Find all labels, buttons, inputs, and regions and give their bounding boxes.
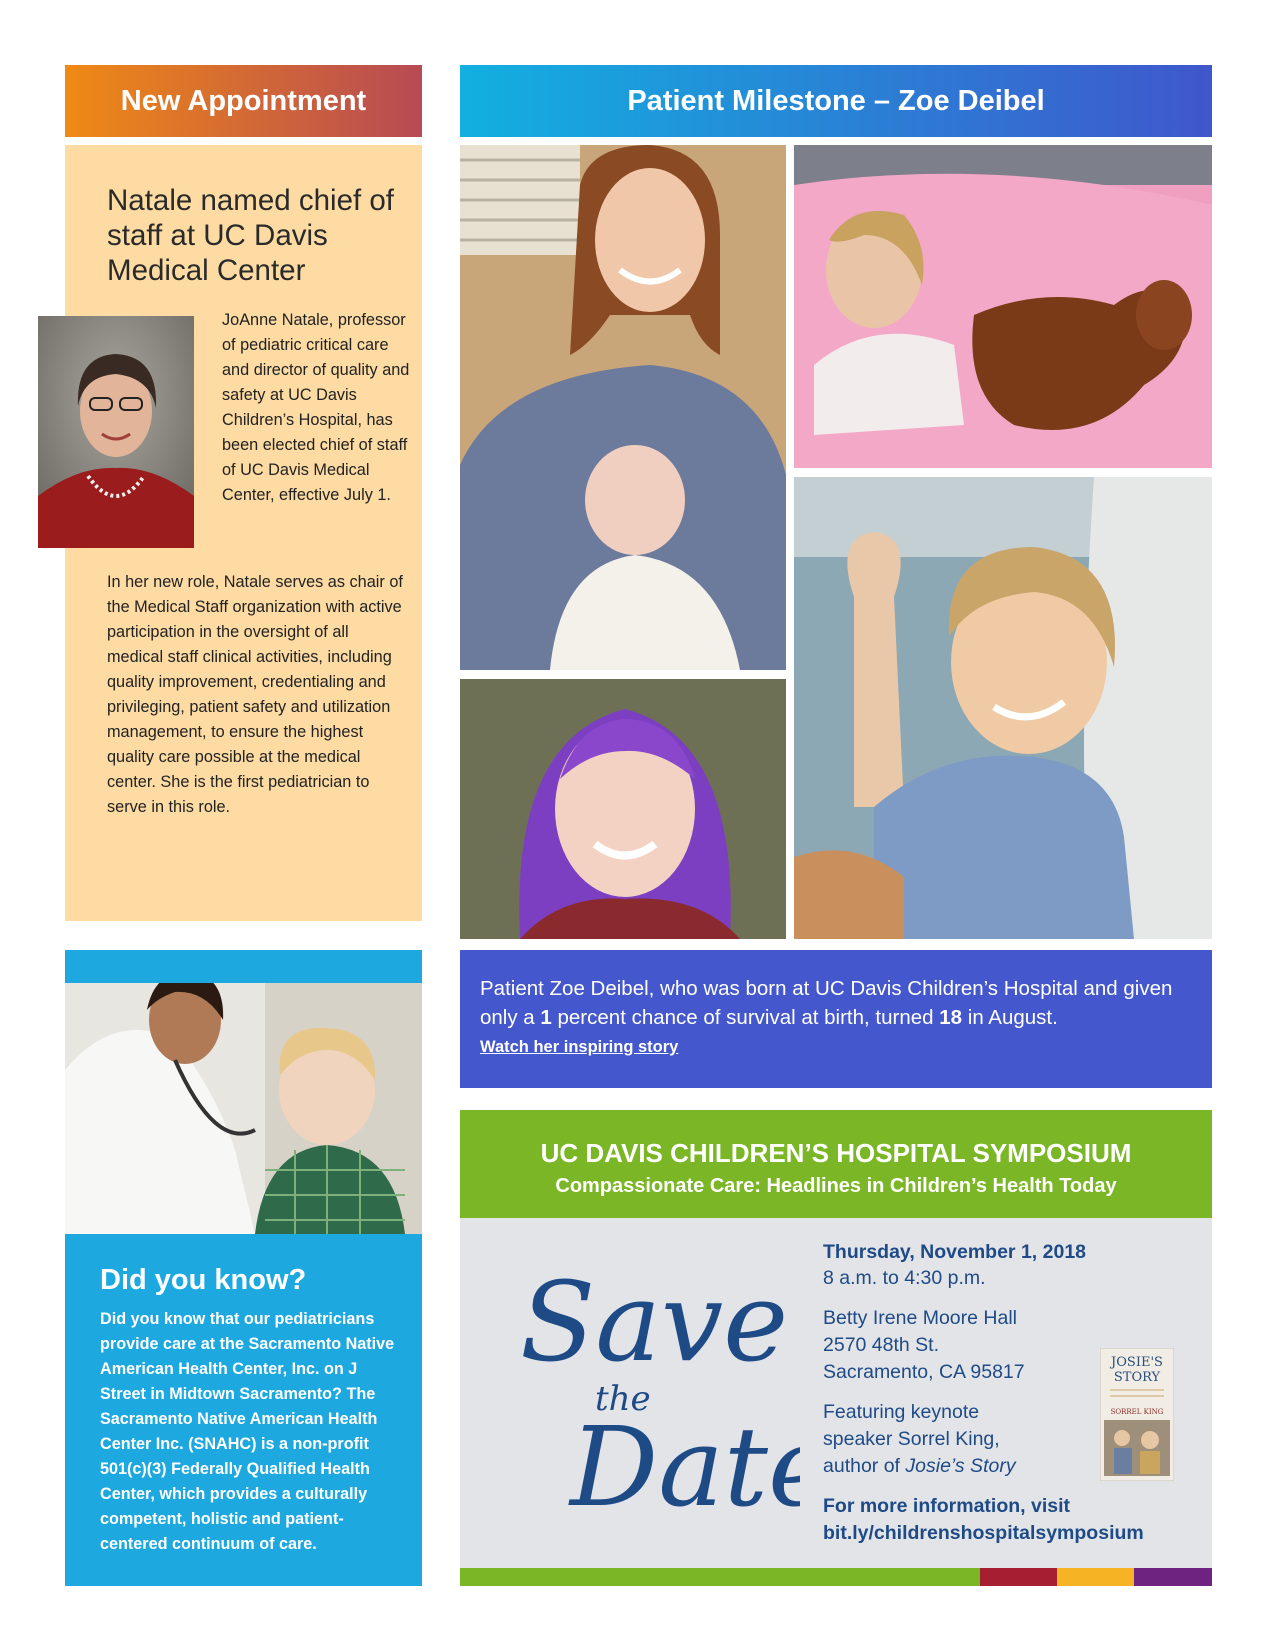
patient-milestone-header — [460, 65, 1212, 137]
book-cover-author: SORREL KING — [1110, 1408, 1164, 1416]
mother-with-infant-photo — [460, 145, 786, 670]
caption-percent: 1 — [540, 1006, 552, 1029]
save-the-date-script — [500, 1240, 800, 1520]
more-info-label: For more information, visit — [823, 1495, 1071, 1517]
footer-bar-red — [980, 1568, 1057, 1586]
caption-part-2: percent chance of survival at birth, turned — [551, 1006, 940, 1029]
symposium-url-link[interactable]: bit.ly/childrenshospitalsymposium — [823, 1522, 1144, 1544]
book-title-italic: Josie’s Story — [905, 1455, 1016, 1477]
did-you-know-box — [65, 1234, 422, 1586]
date-word: Dat — [570, 1403, 768, 1520]
did-you-know-title: Did you know? — [100, 1264, 307, 1296]
footer-bar-yellow — [1057, 1568, 1134, 1586]
footer-bar-green — [460, 1568, 980, 1586]
zoe-purple-hair-portrait-photo — [460, 679, 786, 939]
article-title: Natale named chief of staff at UC Davis Medical Center — [107, 184, 394, 287]
article-paragraph-2: In her new role, Natale serves as chair of the Medical Staff organization with active participation in the oversight of all medical staff clinical activities, including quality improvement, credentialing and privileging, patient safety and utilization management, to ensure the highest quality care possible at the medical center. She is the first pediatrician to serve in this role. — [107, 573, 403, 816]
venue-city: Sacramento, CA 95817 — [823, 1361, 1025, 1383]
keynote-prefix: author of — [823, 1455, 906, 1477]
girl-waving-hospital-photo — [794, 477, 1212, 939]
milestone-caption — [460, 950, 1212, 1088]
venue-name: Betty Irene Moore Hall — [823, 1307, 1018, 1329]
footer-bar-purple — [1134, 1568, 1212, 1586]
caption-age: 18 — [939, 1006, 963, 1029]
caption-part-1: Patient Zoe Deibel, who was born at UC Davis Children’s Hospital and given only a — [480, 977, 1173, 1029]
book-cover-title-1: JOSIE'S — [1111, 1355, 1163, 1370]
book-cover-title-2: STORY — [1113, 1370, 1161, 1385]
event-date: Thursday, November 1, 2018 — [823, 1241, 1087, 1263]
did-you-know-text: Did you know that our pediatricians provide care at the Sacramento Native American Health Center, Inc. on J Street in Midtown Sacramento? The Sacramento Native American Health Center Inc. (SNAHC) is a non-profit 501(c)(3) Federally Qualified Health Center, which provides a culturally competent, holistic and patient-centered continuum of care. — [100, 1310, 395, 1553]
event-time: 8 a.m. to 4:30 p.m. — [823, 1267, 986, 1289]
josies-story-book-cover — [1100, 1348, 1174, 1481]
symposium-header — [460, 1110, 1212, 1218]
symposium-subtitle: Compassionate Care: Headlines in Children’s Health Today — [555, 1175, 1117, 1197]
girl-with-dachshund-photo — [794, 145, 1212, 468]
caption-part-3: in August. — [962, 1006, 1058, 1029]
new-appointment-header-label: New Appointment — [120, 84, 367, 117]
joanne-natale-portrait — [38, 316, 194, 548]
keynote-line-1: Featuring keynote — [823, 1401, 980, 1423]
new-appointment-header — [65, 65, 422, 137]
symposium-title: UC DAVIS CHILDREN’S HOSPITAL SYMPOSIUM — [540, 1138, 1132, 1168]
patient-milestone-header-label: Patient Milestone – Zoe Deibel — [627, 84, 1045, 117]
article-paragraph-1: JoAnne Natale, professor of pediatric critical care and director of quality and safety at UC Davis Children’s Hospital, has been elected chief of staff of UC Davis Medical Center, effective July 1. — [222, 311, 410, 504]
watch-story-link[interactable]: Watch her inspiring story — [480, 1038, 679, 1056]
milestone-caption-text — [480, 974, 1192, 1032]
did-you-know-top-strip — [65, 950, 422, 983]
the-word: the — [595, 1379, 651, 1419]
venue-street: 2570 48th St. — [823, 1334, 940, 1356]
pediatrician-with-child-photo — [65, 950, 422, 1234]
save-word: Save — [520, 1258, 789, 1386]
keynote-line-2: speaker Sorrel King, — [823, 1428, 1000, 1450]
